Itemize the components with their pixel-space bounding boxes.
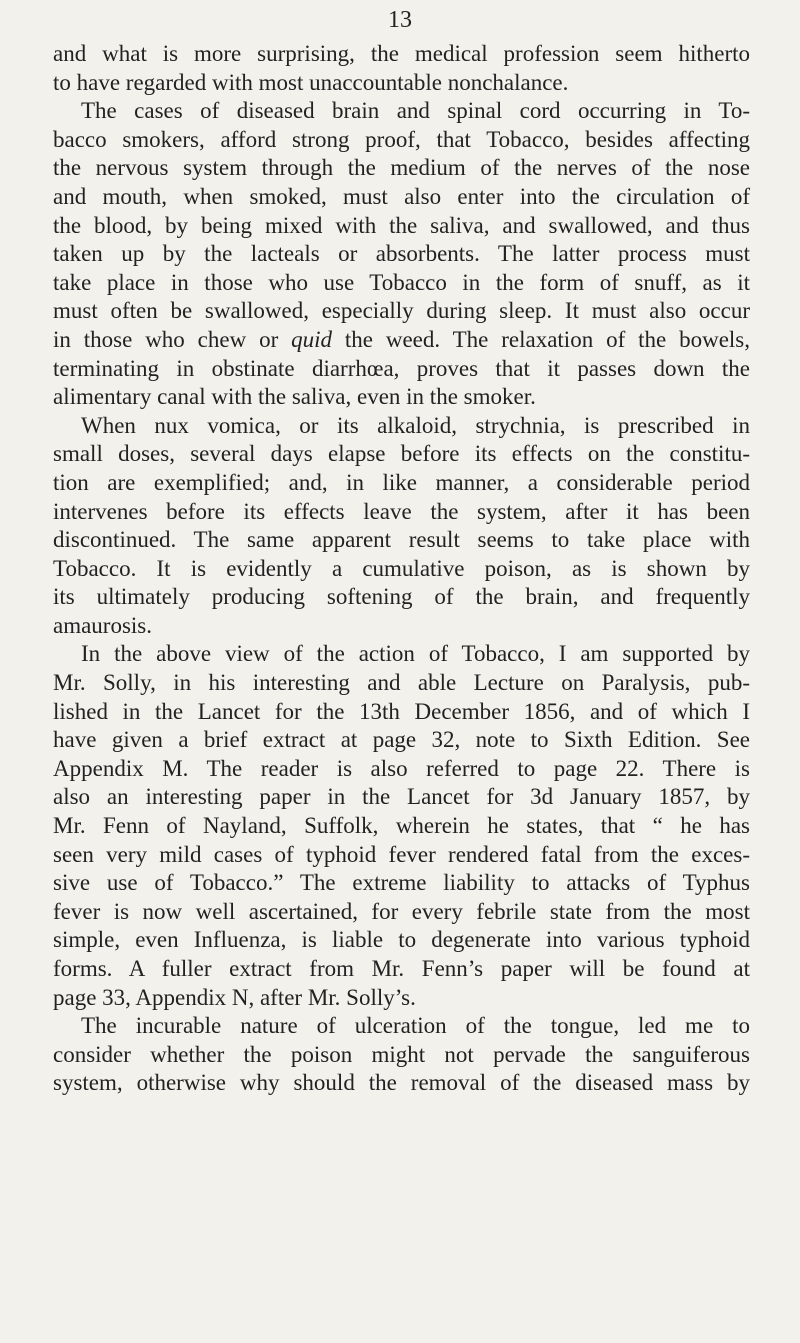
- text-line: small doses, several days elapse before its effects on the constitu-: [53, 441, 750, 467]
- text-line: take place in those who use Tobacco in the form of snuff, as it: [53, 269, 750, 295]
- text-line: the blood, by being mixed with the saliva, and swallowed, and thus: [53, 212, 750, 238]
- text-line: sive use of Tobacco.” The extreme liability to attacks of Typhus: [53, 870, 750, 896]
- text-line-with-italic: in those who chew or quid the weed. The relaxation of the bowels,: [53, 326, 750, 352]
- text-line: to have regarded with most unaccountable nonchalance.: [53, 69, 569, 95]
- text-line: its ultimately producing softening of the brain, and frequently: [53, 584, 750, 610]
- text-line: seen very mild cases of typhoid fever rendered fatal from the exces-: [53, 841, 750, 867]
- text-line: When nux vomica, or its alkaloid, strychnia, is prescribed in: [81, 412, 750, 438]
- text-line: The incurable nature of ulceration of the tongue, led me to: [81, 1013, 750, 1039]
- text-line: and mouth, when smoked, must also enter into the circulation of: [53, 183, 750, 209]
- italic-word: quid: [291, 326, 333, 352]
- text-line: system, otherwise why should the removal of the diseased mass by: [53, 1070, 750, 1096]
- text-line: alimentary canal with the saliva, even in the smoker.: [53, 384, 536, 410]
- text-line: the nervous system through the medium of the nerves of the nose: [53, 155, 750, 181]
- text-line: forms. A fuller extract from Mr. Fenn’s paper will be found at: [53, 956, 750, 981]
- text-line: Tobacco. It is evidently a cumulative poison, as is shown by: [53, 555, 750, 581]
- text-line: fever is now well ascertained, for every febrile state from the most: [53, 898, 750, 924]
- page-number: 13: [388, 7, 412, 33]
- text-line: terminating in obstinate diarrhœa, proves that it passes down the: [53, 355, 750, 381]
- text-line: have given a brief extract at page 32, note to Sixth Edition. See: [53, 727, 750, 753]
- body-text: [53, 40, 750, 1098]
- text-line: amaurosis.: [53, 612, 153, 638]
- text-line: bacco smokers, afford strong proof, that Tobacco, besides affecting: [53, 126, 750, 152]
- text-line: must often be swallowed, especially during sleep. It must also occur: [53, 298, 750, 324]
- text-line: In the above view of the action of Tobacco, I am supported by: [81, 641, 750, 667]
- text-line: tion are exemplified; and, in like manner, a considerable period: [53, 469, 750, 495]
- text-line: The cases of diseased brain and spinal cord occurring in To-: [81, 98, 750, 124]
- text-line: intervenes before its effects leave the system, after it has been: [53, 498, 750, 524]
- text-line: and what is more surprising, the medical profession seem hitherto: [53, 41, 750, 66]
- text-line: Mr. Solly, in his interesting and able Lecture on Paralysis, pub-: [53, 670, 750, 696]
- text-line: simple, even Influenza, is liable to degenerate into various typhoid: [53, 927, 750, 953]
- text-line: lished in the Lancet for the 13th December 1856, and of which I: [53, 698, 750, 724]
- text-line: Mr. Fenn of Nayland, Suffolk, wherein he states, that “ he has: [53, 813, 750, 839]
- text-line: page 33, Appendix N, after Mr. Solly’s.: [53, 984, 416, 1010]
- text-line: Appendix M. The reader is also referred to page 22. There is: [53, 755, 750, 781]
- text-line: also an interesting paper in the Lancet for 3d January 1857, by: [53, 784, 750, 810]
- text-line: taken up by the lacteals or absorbents. The latter process must: [53, 241, 750, 267]
- text-line: consider whether the poison might not pervade the sanguiferous: [53, 1041, 750, 1067]
- text-line: discontinued. The same apparent result seems to take place with: [53, 527, 750, 553]
